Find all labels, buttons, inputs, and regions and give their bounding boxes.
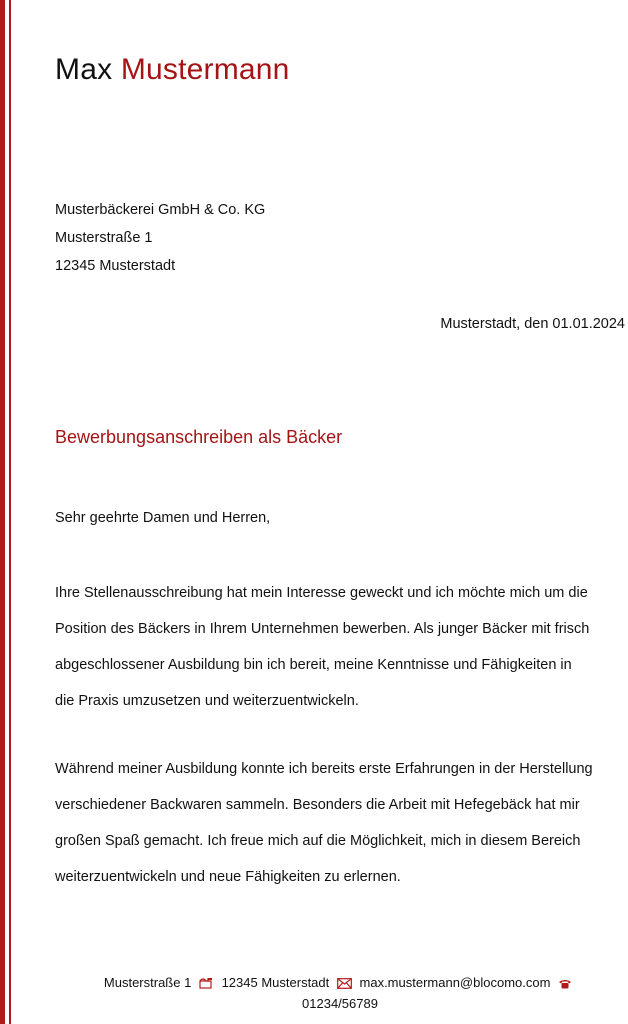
paragraph-line: Position des Bäckers in Ihrem Unternehmen bewerben. Als junger Bäcker mit frisch <box>55 621 590 637</box>
recipient-city: 12345 Musterstadt <box>55 258 176 274</box>
paragraph-line: großen Spaß gemacht. Ich freue mich auf die Möglichkeit, mich in diesem Bereich <box>55 833 581 849</box>
footer-email[interactable]: max.mustermann@blocomo.com <box>359 975 551 990</box>
phone-icon <box>558 975 572 990</box>
footer-contact <box>60 972 620 1014</box>
recipient-street: Musterstraße 1 <box>55 230 153 246</box>
footer-city: 12345 Musterstadt <box>221 975 330 990</box>
sender-first-name: Max <box>55 53 113 86</box>
paragraph-line: weiterzuentwickeln und neue Fähigkeiten zu erlernen. <box>55 869 401 885</box>
letter-subject: Bewerbungsanschreiben als Bäcker <box>55 427 343 447</box>
paragraph-line: abgeschlossener Ausbildung bin ich bereit, meine Kenntnisse und Fähigkeiten in <box>55 657 572 673</box>
footer-street: Musterstraße 1 <box>103 975 192 990</box>
paragraph-line: verschiedener Backwaren sammeln. Besonders die Arbeit mit Hefegebäck hat mir <box>55 797 580 813</box>
salutation: Sehr geehrte Damen und Herren, <box>55 510 271 526</box>
left-accent-bar-thick <box>0 0 5 1024</box>
body-paragraph-2 <box>55 751 625 895</box>
recipient-address <box>55 196 265 280</box>
envelope-icon <box>337 975 356 990</box>
sender-name <box>55 52 290 88</box>
paragraph-line: die Praxis umzusetzen und weiterzuentwickeln. <box>55 693 359 709</box>
sender-last-name: Mustermann <box>120 53 290 86</box>
footer-phone[interactable]: 01234/56789 <box>302 996 378 1011</box>
date-line: Musterstadt, den 01.01.2024 <box>440 316 625 332</box>
left-accent-bar-thin <box>9 0 11 1024</box>
mailbox-icon <box>199 975 218 990</box>
recipient-company: Musterbäckerei GmbH & Co. KG <box>55 202 266 218</box>
paragraph-line: Während meiner Ausbildung konnte ich bereits erste Erfahrungen in der Herstellung <box>55 761 593 777</box>
body-paragraph-1 <box>55 575 625 719</box>
paragraph-line: Ihre Stellenausschreibung hat mein Interesse geweckt und ich möchte mich um die <box>55 585 588 601</box>
